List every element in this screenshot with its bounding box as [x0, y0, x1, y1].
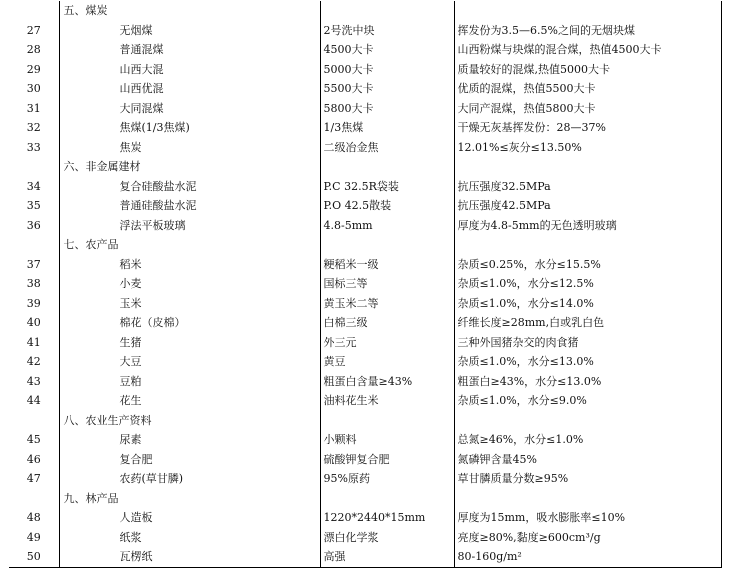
row-number: 42 [9, 352, 59, 372]
commodity-spec: 4500大卡 [320, 40, 454, 60]
commodity-description: 厚度为15mm，吸水膨胀率≤10% [454, 508, 721, 528]
row-number: 31 [9, 99, 59, 119]
commodity-description: 杂质≤1.0%，水分≤9.0% [454, 391, 721, 411]
commodity-name: 山西大混 [59, 60, 320, 80]
table-row [9, 79, 721, 99]
row-number: 45 [9, 430, 59, 450]
commodity-description: 80-160g/m² [454, 547, 721, 567]
commodity-description: 总氮≥46%，水分≤1.0% [454, 430, 721, 450]
table-row [9, 21, 721, 41]
commodity-description: 氮磷钾含量45% [454, 450, 721, 470]
commodity-name: 小麦 [59, 274, 320, 294]
category-row [9, 235, 721, 255]
row-number: 50 [9, 547, 59, 567]
table-row [9, 450, 721, 470]
commodity-name: 普通硅酸盐水泥 [59, 196, 320, 216]
commodity-spec: 5800大卡 [320, 99, 454, 119]
commodity-description: 优质的混煤，热值5500大卡 [454, 79, 721, 99]
row-number [9, 411, 59, 431]
table-body [9, 1, 721, 567]
commodity-spec: 4.8-5mm [320, 216, 454, 236]
commodity-description [454, 157, 721, 177]
table-row [9, 99, 721, 119]
row-number: 48 [9, 508, 59, 528]
commodity-description: 质量较好的混煤,热值5000大卡 [454, 60, 721, 80]
table-row [9, 118, 721, 138]
row-number: 40 [9, 313, 59, 333]
commodity-description: 纤维长度≥28mm,白或乳白色 [454, 313, 721, 333]
table-row [9, 138, 721, 158]
commodity-spec: 油料花生米 [320, 391, 454, 411]
category-title: 九、林产品 [59, 489, 320, 509]
commodity-spec: 白棉三级 [320, 313, 454, 333]
commodity-description: 草甘膦质量分数≥95% [454, 469, 721, 489]
commodity-name: 玉米 [59, 294, 320, 314]
table-row [9, 60, 721, 80]
commodity-description: 粗蛋白≥43%，水分≤13.0% [454, 372, 721, 392]
commodity-description: 大同产混煤，热值5800大卡 [454, 99, 721, 119]
table-row [9, 333, 721, 353]
row-number: 37 [9, 255, 59, 275]
row-number: 49 [9, 528, 59, 548]
category-row [9, 157, 721, 177]
commodity-spec: 硫酸钾复合肥 [320, 450, 454, 470]
commodity-name: 花生 [59, 391, 320, 411]
commodity-description [454, 489, 721, 509]
commodity-name: 豆粕 [59, 372, 320, 392]
commodity-name: 复合肥 [59, 450, 320, 470]
commodity-spec: 1220*2440*15mm [320, 508, 454, 528]
row-number: 35 [9, 196, 59, 216]
commodity-spec: 国标三等 [320, 274, 454, 294]
category-title: 六、非金属建材 [59, 157, 320, 177]
commodity-name: 大豆 [59, 352, 320, 372]
row-number: 34 [9, 177, 59, 197]
category-title: 五、煤炭 [59, 1, 320, 21]
commodity-name: 人造板 [59, 508, 320, 528]
commodity-name: 农药(草甘膦) [59, 469, 320, 489]
commodity-description: 亮度≥80%,黏度≥600cm³/g [454, 528, 721, 548]
row-number: 41 [9, 333, 59, 353]
commodity-spec: 5000大卡 [320, 60, 454, 80]
row-number: 43 [9, 372, 59, 392]
commodity-name: 复合硅酸盐水泥 [59, 177, 320, 197]
table-row [9, 469, 721, 489]
table-row [9, 391, 721, 411]
commodity-spec-table [9, 1, 722, 568]
table-row [9, 216, 721, 236]
category-row [9, 411, 721, 431]
commodity-name: 山西优混 [59, 79, 320, 99]
commodity-description: 杂质≤1.0%，水分≤13.0% [454, 352, 721, 372]
row-number: 39 [9, 294, 59, 314]
row-number [9, 489, 59, 509]
row-number: 47 [9, 469, 59, 489]
commodity-description [454, 411, 721, 431]
commodity-spec [320, 411, 454, 431]
commodity-spec: P.C 32.5R袋装 [320, 177, 454, 197]
row-number: 29 [9, 60, 59, 80]
table-row [9, 196, 721, 216]
commodity-name: 普通混煤 [59, 40, 320, 60]
commodity-spec: 黄玉米二等 [320, 294, 454, 314]
commodity-spec: 黄豆 [320, 352, 454, 372]
commodity-description: 挥发份为3.5—6.5%之间的无烟块煤 [454, 21, 721, 41]
row-number: 27 [9, 21, 59, 41]
commodity-spec: 1/3焦煤 [320, 118, 454, 138]
commodity-spec: 外三元 [320, 333, 454, 353]
commodity-name: 生猪 [59, 333, 320, 353]
commodity-spec: 粗蛋白含量≥43% [320, 372, 454, 392]
commodity-description: 三种外国猪杂交的肉食猪 [454, 333, 721, 353]
category-title: 八、农业生产资料 [59, 411, 320, 431]
category-title: 七、农产品 [59, 235, 320, 255]
table-row [9, 528, 721, 548]
commodity-name: 浮法平板玻璃 [59, 216, 320, 236]
row-number: 32 [9, 118, 59, 138]
commodity-name: 大同混煤 [59, 99, 320, 119]
commodity-description: 抗压强度32.5MPa [454, 177, 721, 197]
table-row [9, 372, 721, 392]
commodity-spec: 粳稻米一级 [320, 255, 454, 275]
commodity-description: 抗压强度42.5MPa [454, 196, 721, 216]
row-number: 46 [9, 450, 59, 470]
commodity-spec [320, 157, 454, 177]
commodity-description: 杂质≤1.0%，水分≤12.5% [454, 274, 721, 294]
table-row [9, 274, 721, 294]
commodity-description [454, 1, 721, 21]
commodity-description: 干燥无灰基挥发份：28—37% [454, 118, 721, 138]
commodity-spec [320, 1, 454, 21]
row-number: 38 [9, 274, 59, 294]
category-row [9, 1, 721, 21]
table-row [9, 177, 721, 197]
row-number: 30 [9, 79, 59, 99]
commodity-description: 厚度为4.8-5mm的无色透明玻璃 [454, 216, 721, 236]
commodity-spec: 漂白化学浆 [320, 528, 454, 548]
commodity-description: 山西粉煤与块煤的混合煤，热值4500大卡 [454, 40, 721, 60]
table-row [9, 313, 721, 333]
commodity-name: 瓦楞纸 [59, 547, 320, 567]
table-row [9, 547, 721, 567]
commodity-description [454, 235, 721, 255]
commodity-spec: 5500大卡 [320, 79, 454, 99]
table-row [9, 255, 721, 275]
commodity-spec [320, 489, 454, 509]
row-number: 33 [9, 138, 59, 158]
table-row [9, 40, 721, 60]
row-number [9, 235, 59, 255]
row-number [9, 1, 59, 21]
commodity-description: 杂质≤1.0%，水分≤14.0% [454, 294, 721, 314]
commodity-name: 棉花（皮棉） [59, 313, 320, 333]
commodity-spec: 高强 [320, 547, 454, 567]
commodity-spec [320, 235, 454, 255]
commodity-name: 焦炭 [59, 138, 320, 158]
commodity-description: 杂质≤0.25%，水分≤15.5% [454, 255, 721, 275]
commodity-name: 纸浆 [59, 528, 320, 548]
commodity-description: 12.01%≤灰分≤13.50% [454, 138, 721, 158]
commodity-spec: P.O 42.5散装 [320, 196, 454, 216]
table-row [9, 430, 721, 450]
row-number: 28 [9, 40, 59, 60]
category-row [9, 489, 721, 509]
commodity-spec: 二级冶金焦 [320, 138, 454, 158]
commodity-spec: 2号洗中块 [320, 21, 454, 41]
commodity-spec: 小颗料 [320, 430, 454, 450]
commodity-name: 焦煤(1/3焦煤) [59, 118, 320, 138]
commodity-name: 尿素 [59, 430, 320, 450]
row-number: 36 [9, 216, 59, 236]
table-row [9, 294, 721, 314]
commodity-spec: 95%原药 [320, 469, 454, 489]
row-number: 44 [9, 391, 59, 411]
commodity-name: 无烟煤 [59, 21, 320, 41]
row-number [9, 157, 59, 177]
commodity-name: 稻米 [59, 255, 320, 275]
table-row [9, 352, 721, 372]
table-row [9, 508, 721, 528]
